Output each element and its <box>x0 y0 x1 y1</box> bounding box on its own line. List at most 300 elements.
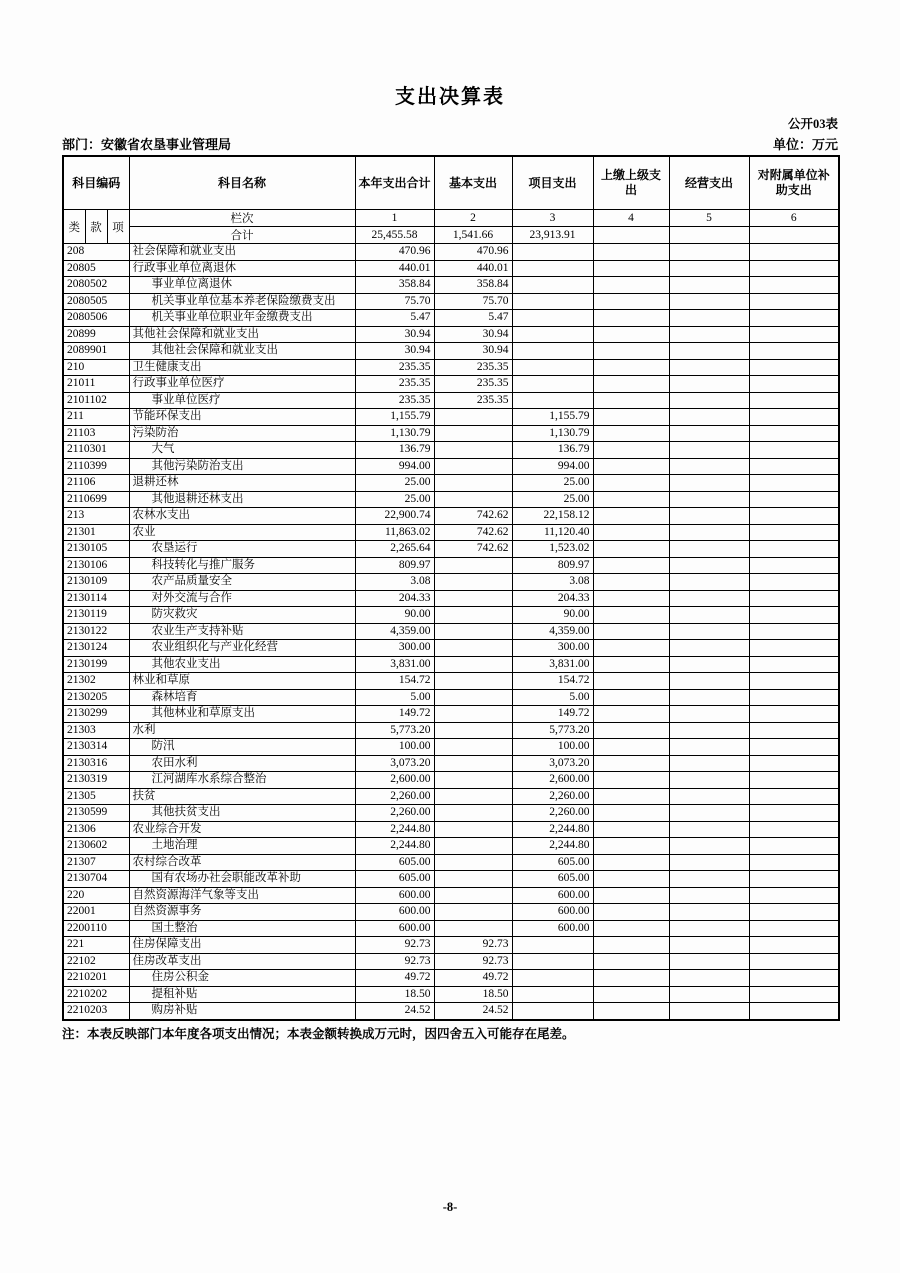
subject-code: 2130602 <box>63 838 129 855</box>
value-upper-level <box>593 425 669 442</box>
value-project: 300.00 <box>512 640 593 657</box>
subject-name: 科技转化与推广服务 <box>129 557 355 574</box>
value-operating <box>669 574 749 591</box>
subject-name: 农业组织化与产业化经营 <box>129 640 355 657</box>
value-project: 600.00 <box>512 887 593 904</box>
table-row <box>63 260 839 277</box>
value-upper-level <box>593 310 669 327</box>
value-basic: 49.72 <box>434 970 512 987</box>
value-total: 100.00 <box>355 739 434 756</box>
table-row <box>63 854 839 871</box>
value-total: 1,130.79 <box>355 425 434 442</box>
value-upper-level <box>593 739 669 756</box>
value-basic: 440.01 <box>434 260 512 277</box>
total-value-1: 25,455.58 <box>355 227 434 244</box>
value-upper-level <box>593 838 669 855</box>
value-subsidy <box>749 293 839 310</box>
value-subsidy <box>749 392 839 409</box>
value-upper-level <box>593 970 669 987</box>
value-operating <box>669 458 749 475</box>
value-project <box>512 953 593 970</box>
value-upper-level <box>593 260 669 277</box>
value-subsidy <box>749 541 839 558</box>
value-subsidy <box>749 986 839 1003</box>
value-basic: 75.70 <box>434 293 512 310</box>
subject-name: 农业生产支持补贴 <box>129 623 355 640</box>
table-row <box>63 557 839 574</box>
value-subsidy <box>749 821 839 838</box>
value-operating <box>669 772 749 789</box>
header-upper-level-expenditure: 上缴上级支出 <box>593 156 669 210</box>
subject-name: 其他林业和草原支出 <box>129 706 355 723</box>
value-total: 440.01 <box>355 260 434 277</box>
value-operating <box>669 260 749 277</box>
value-basic <box>434 706 512 723</box>
value-total: 5.00 <box>355 689 434 706</box>
table-row <box>63 722 839 739</box>
value-operating <box>669 821 749 838</box>
subject-code: 2130114 <box>63 590 129 607</box>
meta-row <box>62 134 838 153</box>
table-row <box>63 392 839 409</box>
value-project: 204.33 <box>512 590 593 607</box>
value-basic <box>434 640 512 657</box>
value-total: 2,244.80 <box>355 838 434 855</box>
table-row <box>63 986 839 1003</box>
value-subsidy <box>749 310 839 327</box>
value-operating <box>669 953 749 970</box>
value-upper-level <box>593 409 669 426</box>
table-row <box>63 970 839 987</box>
value-subsidy <box>749 574 839 591</box>
value-upper-level <box>593 854 669 871</box>
page-number: -8- <box>442 1200 458 1214</box>
value-total: 809.97 <box>355 557 434 574</box>
value-upper-level <box>593 887 669 904</box>
value-operating <box>669 376 749 393</box>
subject-name: 机关事业单位职业年金缴费支出 <box>129 310 355 327</box>
value-total: 1,155.79 <box>355 409 434 426</box>
value-project: 90.00 <box>512 607 593 624</box>
value-operating <box>669 557 749 574</box>
table-row <box>63 706 839 723</box>
value-subsidy <box>749 937 839 954</box>
value-operating <box>669 607 749 624</box>
subject-name: 自然资源海洋气象等支出 <box>129 887 355 904</box>
subject-code: 2130319 <box>63 772 129 789</box>
table-row <box>63 590 839 607</box>
value-upper-level <box>593 772 669 789</box>
subject-code: 210 <box>63 359 129 376</box>
value-upper-level <box>593 953 669 970</box>
value-subsidy <box>749 706 839 723</box>
subject-code: 220 <box>63 887 129 904</box>
table-row <box>63 805 839 822</box>
subheader-item: 项 <box>107 210 129 244</box>
value-total: 605.00 <box>355 871 434 888</box>
header-row-columns <box>63 210 839 227</box>
value-upper-level <box>593 475 669 492</box>
value-upper-level <box>593 326 669 343</box>
value-upper-level <box>593 541 669 558</box>
value-basic: 92.73 <box>434 953 512 970</box>
value-operating <box>669 326 749 343</box>
value-total: 136.79 <box>355 442 434 459</box>
value-operating <box>669 310 749 327</box>
value-subsidy <box>749 277 839 294</box>
value-operating <box>669 343 749 360</box>
value-total: 600.00 <box>355 904 434 921</box>
subject-name: 购房补贴 <box>129 1003 355 1020</box>
subject-name: 退耕还林 <box>129 475 355 492</box>
value-basic <box>434 920 512 937</box>
table-row <box>63 821 839 838</box>
value-subsidy <box>749 722 839 739</box>
value-basic <box>434 607 512 624</box>
value-subsidy <box>749 904 839 921</box>
subject-code: 2130599 <box>63 805 129 822</box>
value-project <box>512 359 593 376</box>
subject-name: 农林水支出 <box>129 508 355 525</box>
department-label: 部门：安徽省农垦事业管理局 <box>62 137 232 152</box>
column-number-6: 6 <box>749 210 839 227</box>
subject-code: 21303 <box>63 722 129 739</box>
value-total: 3.08 <box>355 574 434 591</box>
total-value-3: 23,913.91 <box>512 227 593 244</box>
value-project <box>512 343 593 360</box>
value-basic <box>434 673 512 690</box>
subject-code: 21011 <box>63 376 129 393</box>
header-subject-code: 科目编码 <box>63 156 129 210</box>
table-row <box>63 887 839 904</box>
value-subsidy <box>749 590 839 607</box>
table-row <box>63 574 839 591</box>
value-operating <box>669 887 749 904</box>
value-operating <box>669 722 749 739</box>
value-upper-level <box>593 574 669 591</box>
subject-code: 2210201 <box>63 970 129 987</box>
value-basic <box>434 755 512 772</box>
value-total: 470.96 <box>355 244 434 261</box>
value-basic: 358.84 <box>434 277 512 294</box>
value-project: 25.00 <box>512 491 593 508</box>
subject-code: 2130299 <box>63 706 129 723</box>
value-total: 235.35 <box>355 392 434 409</box>
value-upper-level <box>593 442 669 459</box>
value-project: 605.00 <box>512 871 593 888</box>
subject-code: 21307 <box>63 854 129 871</box>
subheader-class: 类 <box>63 210 85 244</box>
value-project: 605.00 <box>512 854 593 871</box>
value-project: 2,600.00 <box>512 772 593 789</box>
table-row <box>63 425 839 442</box>
document-content <box>62 114 838 1042</box>
value-subsidy <box>749 739 839 756</box>
subject-code: 2130122 <box>63 623 129 640</box>
table-row <box>63 920 839 937</box>
value-operating <box>669 673 749 690</box>
subject-code: 2110699 <box>63 491 129 508</box>
value-total: 75.70 <box>355 293 434 310</box>
subject-name: 防灾救灾 <box>129 607 355 624</box>
value-project <box>512 244 593 261</box>
value-upper-level <box>593 491 669 508</box>
value-project: 809.97 <box>512 557 593 574</box>
footnote: 注：本表反映部门本年度各项支出情况；本表金额转换成万元时，因四舍五入可能存在尾差。 <box>62 1026 575 1041</box>
value-basic <box>434 821 512 838</box>
value-project <box>512 937 593 954</box>
value-operating <box>669 739 749 756</box>
value-total: 2,600.00 <box>355 772 434 789</box>
value-total: 30.94 <box>355 343 434 360</box>
value-upper-level <box>593 508 669 525</box>
value-upper-level <box>593 376 669 393</box>
header-operating-expenditure: 经营支出 <box>669 156 749 210</box>
value-upper-level <box>593 359 669 376</box>
value-operating <box>669 706 749 723</box>
subject-name: 江河湖库水系综合整治 <box>129 772 355 789</box>
subject-name: 防汛 <box>129 739 355 756</box>
subject-code: 2110301 <box>63 442 129 459</box>
subject-code: 20805 <box>63 260 129 277</box>
value-basic: 235.35 <box>434 392 512 409</box>
value-basic <box>434 458 512 475</box>
value-subsidy <box>749 1003 839 1020</box>
value-basic: 5.47 <box>434 310 512 327</box>
subject-name: 水利 <box>129 722 355 739</box>
value-operating <box>669 755 749 772</box>
subject-code: 2080506 <box>63 310 129 327</box>
value-project <box>512 293 593 310</box>
subject-code: 211 <box>63 409 129 426</box>
header-project-expenditure: 项目支出 <box>512 156 593 210</box>
subject-name: 农垦运行 <box>129 541 355 558</box>
subject-code: 208 <box>63 244 129 261</box>
value-total: 3,831.00 <box>355 656 434 673</box>
value-total: 24.52 <box>355 1003 434 1020</box>
column-number-3: 3 <box>512 210 593 227</box>
subject-code: 21302 <box>63 673 129 690</box>
table-row <box>63 607 839 624</box>
value-total: 3,073.20 <box>355 755 434 772</box>
subject-code: 2089901 <box>63 343 129 360</box>
value-operating <box>669 590 749 607</box>
value-total: 600.00 <box>355 920 434 937</box>
table-row <box>63 689 839 706</box>
subject-code: 2110399 <box>63 458 129 475</box>
table-row <box>63 310 839 327</box>
value-upper-level <box>593 986 669 1003</box>
value-total: 30.94 <box>355 326 434 343</box>
value-total: 358.84 <box>355 277 434 294</box>
table-row <box>63 442 839 459</box>
value-operating <box>669 920 749 937</box>
subject-code: 21305 <box>63 788 129 805</box>
value-subsidy <box>749 376 839 393</box>
value-operating <box>669 871 749 888</box>
value-operating <box>669 359 749 376</box>
value-total: 22,900.74 <box>355 508 434 525</box>
value-operating <box>669 937 749 954</box>
value-project: 100.00 <box>512 739 593 756</box>
subject-name: 行政事业单位离退休 <box>129 260 355 277</box>
subject-code: 2130124 <box>63 640 129 657</box>
subject-name: 节能环保支出 <box>129 409 355 426</box>
value-upper-level <box>593 392 669 409</box>
value-upper-level <box>593 689 669 706</box>
value-operating <box>669 293 749 310</box>
value-operating <box>669 475 749 492</box>
value-upper-level <box>593 755 669 772</box>
subject-name: 其他污染防治支出 <box>129 458 355 475</box>
table-header <box>63 156 839 244</box>
subject-code: 2200110 <box>63 920 129 937</box>
table-row <box>63 640 839 657</box>
value-project: 22,158.12 <box>512 508 593 525</box>
value-upper-level <box>593 557 669 574</box>
subject-code: 2210202 <box>63 986 129 1003</box>
value-project: 136.79 <box>512 442 593 459</box>
table-row <box>63 326 839 343</box>
value-total: 11,863.02 <box>355 524 434 541</box>
subject-name: 林业和草原 <box>129 673 355 690</box>
subject-code: 21306 <box>63 821 129 838</box>
header-basic-expenditure: 基本支出 <box>434 156 512 210</box>
table-row <box>63 755 839 772</box>
value-upper-level <box>593 640 669 657</box>
value-subsidy <box>749 475 839 492</box>
table-row <box>63 937 839 954</box>
subject-name: 其他扶贫支出 <box>129 805 355 822</box>
value-total: 90.00 <box>355 607 434 624</box>
subject-code: 2130704 <box>63 871 129 888</box>
value-total: 235.35 <box>355 376 434 393</box>
column-number-2: 2 <box>434 210 512 227</box>
subject-name: 住房改革支出 <box>129 953 355 970</box>
value-basic: 30.94 <box>434 343 512 360</box>
value-operating <box>669 244 749 261</box>
table-row <box>63 871 839 888</box>
value-project <box>512 376 593 393</box>
value-project <box>512 970 593 987</box>
subject-code: 2130199 <box>63 656 129 673</box>
subject-name: 自然资源事务 <box>129 904 355 921</box>
subject-name: 提租补贴 <box>129 986 355 1003</box>
column-number-1: 1 <box>355 210 434 227</box>
value-project <box>512 326 593 343</box>
subject-code: 22001 <box>63 904 129 921</box>
subject-code: 2130314 <box>63 739 129 756</box>
value-upper-level <box>593 805 669 822</box>
value-subsidy <box>749 260 839 277</box>
subject-name: 卫生健康支出 <box>129 359 355 376</box>
value-project: 5.00 <box>512 689 593 706</box>
table-row <box>63 244 839 261</box>
value-project: 2,244.80 <box>512 821 593 838</box>
value-project <box>512 310 593 327</box>
table-row <box>63 673 839 690</box>
value-project: 25.00 <box>512 475 593 492</box>
subject-code: 2080502 <box>63 277 129 294</box>
value-total: 2,265.64 <box>355 541 434 558</box>
page-title: 支出决算表 <box>395 86 505 108</box>
subject-code: 2130119 <box>63 607 129 624</box>
value-upper-level <box>593 244 669 261</box>
header-subject-name: 科目名称 <box>129 156 355 210</box>
unit-label: 单位：万元 <box>772 137 838 152</box>
subject-name: 农业综合开发 <box>129 821 355 838</box>
subject-code: 22102 <box>63 953 129 970</box>
column-number-5: 5 <box>669 210 749 227</box>
value-total: 49.72 <box>355 970 434 987</box>
value-operating <box>669 425 749 442</box>
value-subsidy <box>749 854 839 871</box>
value-basic <box>434 887 512 904</box>
value-project: 5,773.20 <box>512 722 593 739</box>
value-total: 2,244.80 <box>355 821 434 838</box>
total-value-2: 1,541.66 <box>434 227 512 244</box>
value-subsidy <box>749 838 839 855</box>
subject-code: 2130316 <box>63 755 129 772</box>
subject-name: 住房保障支出 <box>129 937 355 954</box>
value-project: 154.72 <box>512 673 593 690</box>
value-basic <box>434 722 512 739</box>
value-basic <box>434 557 512 574</box>
value-total: 994.00 <box>355 458 434 475</box>
value-basic <box>434 689 512 706</box>
value-upper-level <box>593 1003 669 1020</box>
subject-code: 21301 <box>63 524 129 541</box>
expenditure-table <box>62 155 840 1021</box>
value-operating <box>669 524 749 541</box>
value-subsidy <box>749 640 839 657</box>
value-subsidy <box>749 970 839 987</box>
column-index-label: 栏次 <box>129 210 355 227</box>
value-subsidy <box>749 805 839 822</box>
value-subsidy <box>749 920 839 937</box>
value-subsidy <box>749 409 839 426</box>
value-operating <box>669 970 749 987</box>
value-project: 11,120.40 <box>512 524 593 541</box>
value-basic <box>434 805 512 822</box>
value-operating <box>669 805 749 822</box>
value-upper-level <box>593 656 669 673</box>
table-row <box>63 277 839 294</box>
value-project: 2,260.00 <box>512 805 593 822</box>
value-basic: 742.62 <box>434 524 512 541</box>
subject-name: 住房公积金 <box>129 970 355 987</box>
value-basic <box>434 590 512 607</box>
value-basic: 742.62 <box>434 541 512 558</box>
subject-name: 大气 <box>129 442 355 459</box>
value-total: 18.50 <box>355 986 434 1003</box>
value-basic <box>434 409 512 426</box>
value-project <box>512 986 593 1003</box>
value-total: 300.00 <box>355 640 434 657</box>
header-total-expenditure: 本年支出合计 <box>355 156 434 210</box>
value-operating <box>669 838 749 855</box>
value-project: 3.08 <box>512 574 593 591</box>
value-subsidy <box>749 871 839 888</box>
value-total: 154.72 <box>355 673 434 690</box>
value-total: 2,260.00 <box>355 805 434 822</box>
value-operating <box>669 986 749 1003</box>
value-operating <box>669 541 749 558</box>
value-upper-level <box>593 920 669 937</box>
value-basic: 470.96 <box>434 244 512 261</box>
subject-name: 农产品质量安全 <box>129 574 355 591</box>
value-upper-level <box>593 821 669 838</box>
